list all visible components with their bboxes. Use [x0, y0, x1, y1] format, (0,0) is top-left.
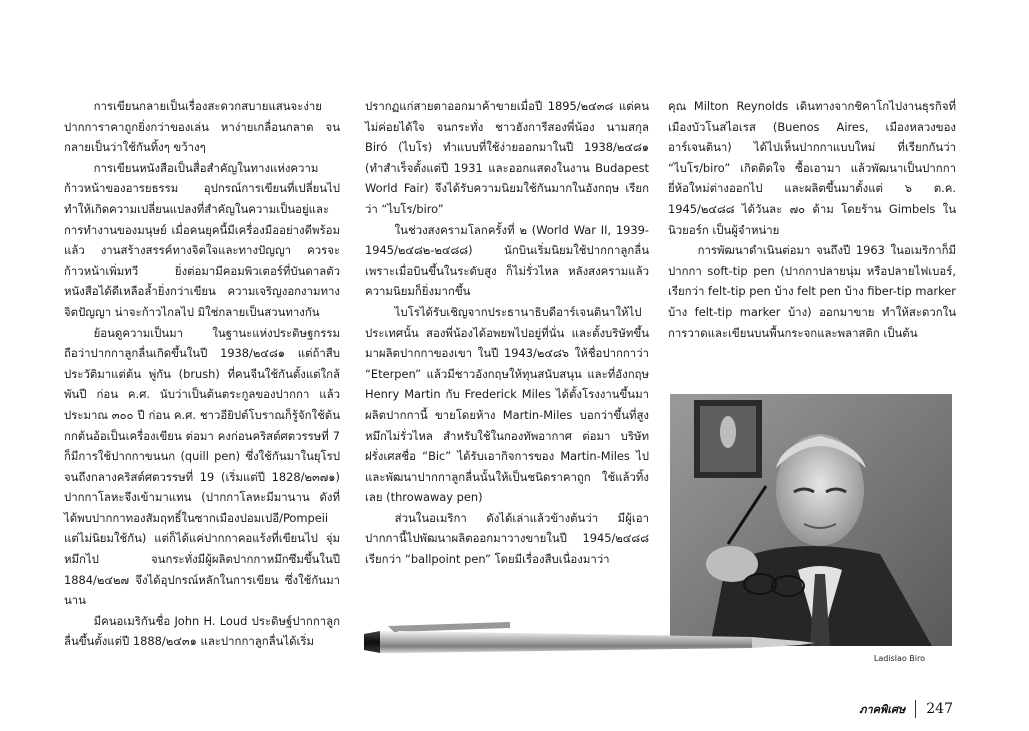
paragraph: คุณ Milton Reynolds เดินทางจากชิคาโกไปงานธุรกิจที่เมืองบัวโนสไอเรส (Buenos Aires, เมืองหลวงของอาร์เจนตินา) ได้ไปเห็นปากกาแบบใหม่ ที่เรียกกันว่า “ไบโร/biro” เกิดติดใจ ซื้อเอามา แล้วพัฒนาเป็นปากกายี่ห้อใหม่ต่างออกไป และผลิตขึ้นมาตั้งแต่ ๖ ต.ค. 1945/๒๔๘๘ ได้วันละ ๗๐ ด้าม โดยร้าน Gimbels ในนิวยอร์ก เป็นผู้จำหน่าย — [668, 99, 956, 237]
paragraph: ไบโรได้รับเชิญจากประธานาธิบดีอาร์เจนตินาให้ไปประเทศนั้น สองพี่น้องได้อพยพไปอยู่ที่นั่น และตั้งบริษัทขึ้นมาผลิตปากกาของเขา ในปี 1943/๒๔๘๖ ให้ชื่อปากกาว่า “Eterpen” แล้วมีชาวอังกฤษให้ทุนสนับสนุน และที่อังกฤษ Henry Martin กับ Frederick Miles ได้ตั้งโรงงานขึ้นมาผลิตปากกานี้ ขายโดยห้าง Martin-Miles บอกว่าขึ้นที่สูงหมึกไม่รั่วไหล สำหรับใช้ในกองทัพอากาศ ต่อมา บริษัทฝรั่งเศสชื่อ “Bic” ได้รับเอากิจการของ Martin-Miles ไป และพัฒนาปากกาลูกลื่นนั้นให้เป็นชนิดราคาถูก ใช้แล้วทิ้งเลย (throwaway pen) — [365, 304, 649, 505]
column-1 — [64, 96, 340, 652]
section-label: ภาคพิเศษ — [859, 703, 906, 716]
page-number: 247 — [926, 701, 953, 717]
paragraph: มีคนอเมริกันชื่อ John H. Loud ประดิษฐ์ปากกาลูกลื่นขึ้นตั้งแต่ปี 1888/๒๔๓๑ และปากกาลูกลื่นได้เริ่ม — [64, 613, 340, 649]
ballpoint-pen-illustration — [360, 620, 820, 670]
footer-divider — [915, 700, 916, 718]
pen-image — [360, 620, 820, 670]
page-footer — [859, 700, 953, 718]
paragraph: การพัฒนาดำเนินต่อมา จนถึงปี 1963 ในอเมริกาก็มีปากกา soft-tip pen (ปากกาปลายนุ่ม หรือปลายไฟเบอร์, เรียกว่า felt-tip pen บ้าง felt pen บ้าง fiber-tip marker บ้าง felt-tip marker บ้าง) ออกมาขาย ทำให้สะดวกในการวาดและเขียนบนพื้นกระจกและพลาสติก เป็นต้น — [668, 243, 956, 340]
paragraph: การเขียนหนังสือเป็นสื่อสำคัญในทางแห่งความก้าวหน้าของอารยธรรม อุปกรณ์การเขียนที่เปลี่ยนไปทำให้เกิดความเปลี่ยนแปลงที่สำคัญในความเป็นอยู่และการทำงานของมนุษย์ เมื่อคนยุคนี้มีเครื่องมืออย่างดีพร้อมแล้ว งานสร้างสรรค์ทางจิตใจและทางปัญญา ควรจะก้าวหน้าเพิ่มทวี ยิ่งต่อมามีคอมพิวเตอร์ที่บันดาลตัวหนังสือได้ดีเหลือล้ำยิ่งกว่าเขียน ความเจริญงอกงามทางจิตปัญญา น่าจะก้าวไกลไป มิใช่กลายเป็นสวนทางกัน — [64, 160, 340, 319]
paragraph: ปรากฏแก่สายตาออกมาค้าขายเมื่อปี 1895/๒๔๓๘ แต่คนไม่ค่อยได้ใจ จนกระทั่ง ชาวฮังการีสองพี่น้อง นามสกุล Biró (ไบโร) ทำแบบที่ใช้ง่ายออกมาในปี 1938/๒๔๘๑ (ทำสำเร็จตั้งแต่ปี 1931 และออกแสดงในงาน Budapest World Fair) จึงได้รับความนิยมใช้กันมากในอังกฤษ เรียกว่า “ไบโร/biro” — [365, 99, 649, 216]
column-3 — [668, 96, 956, 343]
paragraph: ในช่วงสงครามโลกครั้งที่ ๒ (World War II, 1939-1945/๒๔๘๒-๒๔๘๘) นักบินเริ่มนิยมใช้ปากกาลูกลื่น เพราะเมื่อบินขึ้นในระดับสูง ก็ไม่รั่วไหล หลังสงครามแล้ว ความนิยมก็ยิ่งมากขึ้น — [365, 222, 649, 299]
photo-caption: Ladislao Biro — [873, 654, 925, 663]
paragraph: ส่วนในอเมริกา ดังได้เล่าแล้วข้างต้นว่า มีผู้เอาปากกานี้ไปพัฒนาผลิตออกมาวางขายในปี 1945/๒๔๘๘ เรียกว่า “ballpoint pen” โดยมีเรื่องสืบเนื่องมาว่า — [365, 510, 649, 567]
paragraph: ย้อนดูความเป็นมา ในฐานะแห่งประดิษฐกรรมถือว่าปากกาลูกลื่นเกิดขึ้นในปี 1938/๒๔๘๑ แต่ถ้าสืบประวัติมาแต่ต้น พู่กัน (brush) ที่คนจีนใช้กันตั้งแต่ใกล้พันปี ก่อน ค.ศ. นับว่าเป็นต้นตระกูลของปากกา แล้วประมาณ ๓๐๐ ปี ก่อน ค.ศ. ชาวอียิปต์โบราณก็รู้จักใช้ต้นกกต้นอ้อเป็นเครื่องเขียน ต่อมา คงก่อนคริสต์ศตวรรษที่ 7 ก็มีการใช้ปากกาขนนก (quill pen) ซึ่งใช้กันมาในยุโรปจนถึงกลางคริสต์ศตวรรษที่ 19 (เริ่มแต่ปี 1828/๒๓๗๑) ปากกาโลหะจึงเข้ามาแทน (ปากกาโลหะมีมานาน ดังที่ได้พบปากกาทองสัมฤทธิ์ในซากเมืองปอมเปอี/Pompeii แต่ไม่นิยมใช้กัน) แต่ก็ได้แค่ปากกาคอแร้งที่เขียนไป จุ่มหมึกไป จนกระทั่งมีผู้ผลิตปากกาหมึกซึมขึ้นในปี 1884/๒๔๒๗ จึงได้อุปกรณ์หลักในการเขียน ซึ่งใช้กันมานาน — [64, 325, 340, 608]
portrait-photo — [670, 394, 952, 646]
portrait-image — [670, 394, 952, 646]
column-2 — [365, 96, 649, 570]
paragraph: การเขียนกลายเป็นเรื่องสะดวกสบายแสนจะง่าย ปากการาคาถูกยิ่งกว่าของเล่น หาง่ายเกลื่อนกลาด จนกลายเป็นว่าใช้กันทิ้งๆ ขว้างๆ — [64, 99, 340, 155]
